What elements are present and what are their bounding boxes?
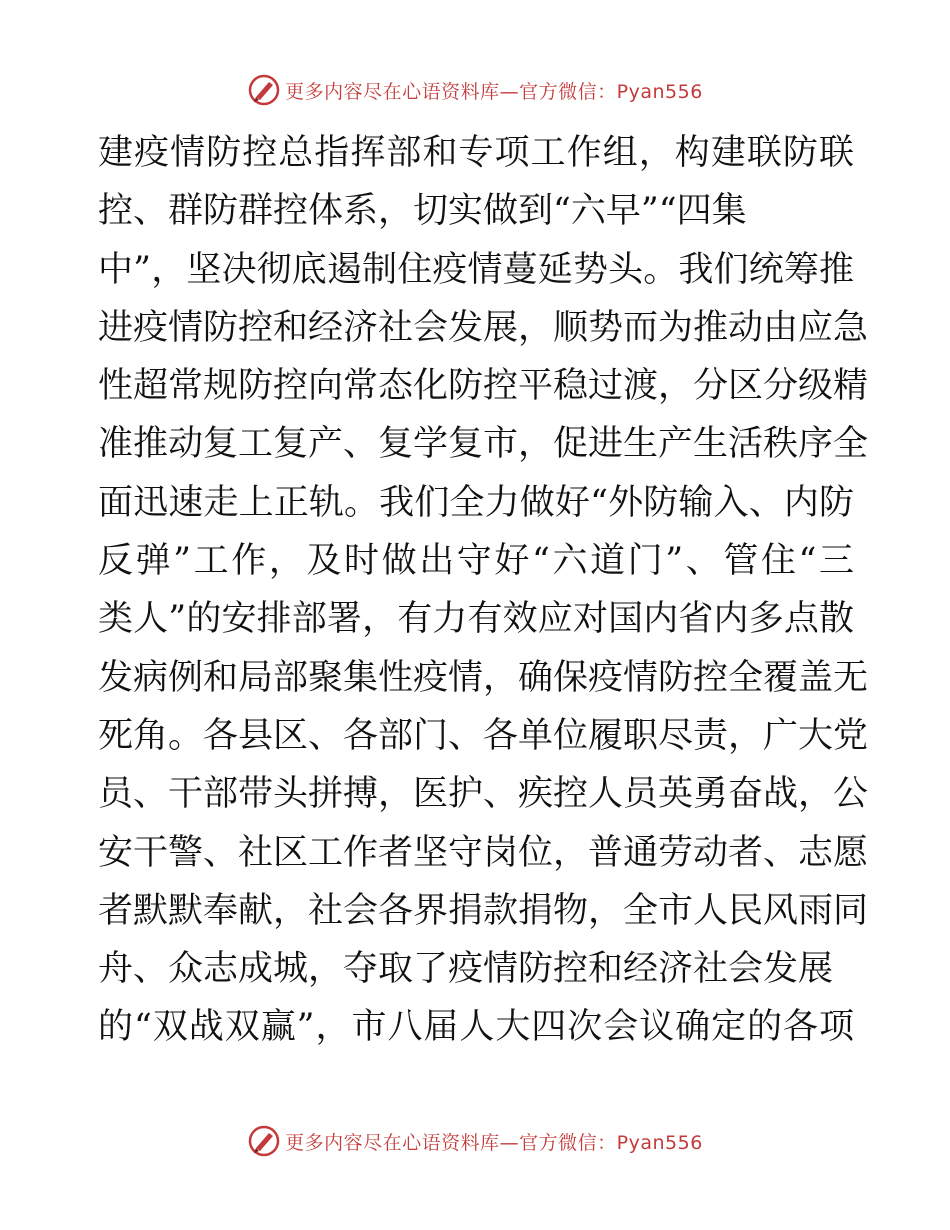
text-line: 面迅速走上正轨。我们全力做好“外防输入、内防 — [98, 482, 854, 523]
text-line: 准推动复工复产、复学复市，促进生产生活秩序全 — [98, 424, 869, 465]
text-line: 进疫情防控和经济社会发展，顺势而为推动由应急 — [98, 307, 869, 348]
text-line: 员、干部带头拼搏，医护、疾控人员英勇奋战，公 — [98, 774, 869, 815]
pen-logo-icon — [247, 1124, 281, 1158]
text-line: 者默默奉献，社会各界捐款捐物，全市人民风雨同 — [98, 890, 869, 931]
watermark-text: 更多内容尽在心语资料库—官方微信：Pyan556 — [285, 80, 703, 103]
text-line: 类人”的安排部署，有力有效应对国内省内多点散 — [98, 599, 854, 640]
text-line: 安干警、社区工作者坚守岗位，普通劳动者、志愿 — [98, 832, 869, 873]
text-line: 舟、众志成城，夺取了疫情防控和经济社会发展 — [98, 949, 834, 990]
pen-logo-icon — [247, 73, 281, 107]
text-line: 性超常规防控向常态化防控平稳过渡，分区分级精 — [98, 366, 869, 407]
text-line: 的“双战双赢”，市八届人大四次会议确定的各项 — [98, 1007, 854, 1048]
watermark-footer — [0, 1121, 950, 1161]
text-line: 建疫情防控总指挥部和专项工作组，构建联防联 — [98, 133, 854, 173]
text-line: 反弹”工作，及时做出守好“六道门”、管住“三 — [98, 541, 854, 582]
text-line: 死角。各县区、各部门、各单位履职尽责，广大党 — [98, 715, 869, 756]
text-line: 中”，坚决彻底遏制住疫情蔓延势头。我们统筹推 — [98, 249, 854, 290]
watermark-text: 更多内容尽在心语资料库—官方微信：Pyan556 — [285, 1131, 703, 1154]
text-line: 控、群防群控体系，切实做到“六早”“四集 — [98, 191, 747, 232]
watermark-header — [0, 70, 950, 110]
text-line: 发病例和局部聚集性疫情，确保疫情防控全覆盖无 — [98, 657, 869, 698]
document-body — [98, 124, 869, 1057]
